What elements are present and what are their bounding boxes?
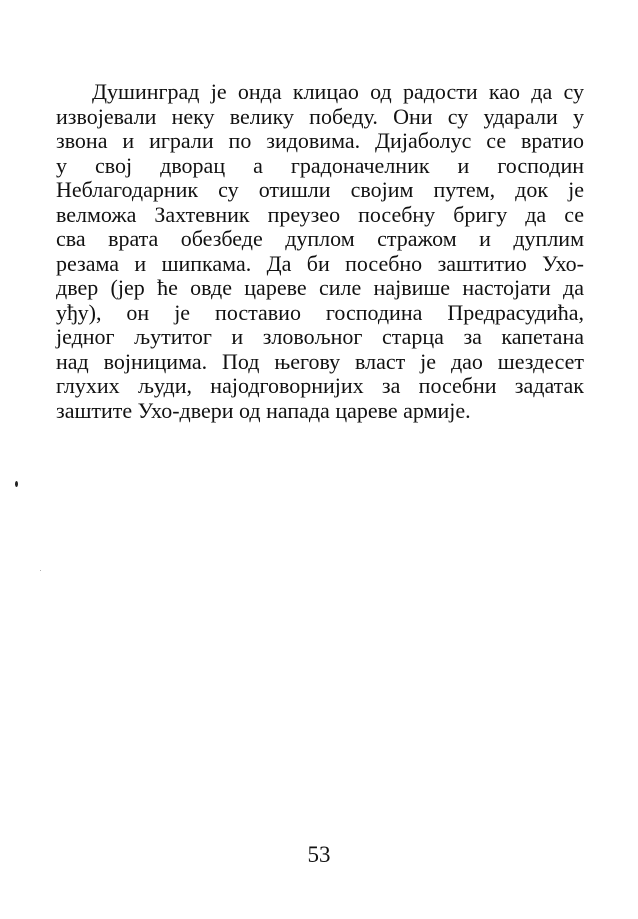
- text-line: заштите Ухо-двери од напада цареве армије.: [56, 397, 471, 423]
- text-line: Неблагодарник су отишли својим путем, док је: [56, 177, 584, 202]
- scan-speck: [15, 481, 18, 487]
- text-line: уђу), он је поставио господина Предрасудића,: [56, 299, 584, 325]
- scan-speck: [40, 570, 41, 571]
- page-number: 53: [307, 842, 331, 867]
- body-paragraph: [56, 80, 584, 423]
- text-line: глухих људи, најодговорнијих за посебни задатак: [56, 373, 584, 398]
- text-line: звона и играли по зидовима. Дијаболус се вратио: [56, 128, 584, 153]
- text-line: извојевали неку велику победу. Они су ударали у: [56, 103, 584, 129]
- text-line: једног љутитог и зловољног старца за капетана: [56, 324, 584, 349]
- text-line: над војницима. Под његову власт је дао шездесет: [56, 348, 584, 374]
- text-line: двер (јер ће овде цареве силе највише настојати да: [56, 275, 584, 300]
- text-line: резама и шипкама. Да би посебно заштитио Ухо-: [56, 250, 584, 276]
- text-line: у свој дворац а градоначелник и господин: [56, 152, 584, 178]
- text-line: велможа Захтевник преузео посебну бригу да се: [56, 201, 584, 227]
- text-line: Душинград је онда клицао од радости као да су: [92, 79, 584, 104]
- text-line: сва врата обезбеде дуплом стражом и дуплим: [56, 226, 584, 251]
